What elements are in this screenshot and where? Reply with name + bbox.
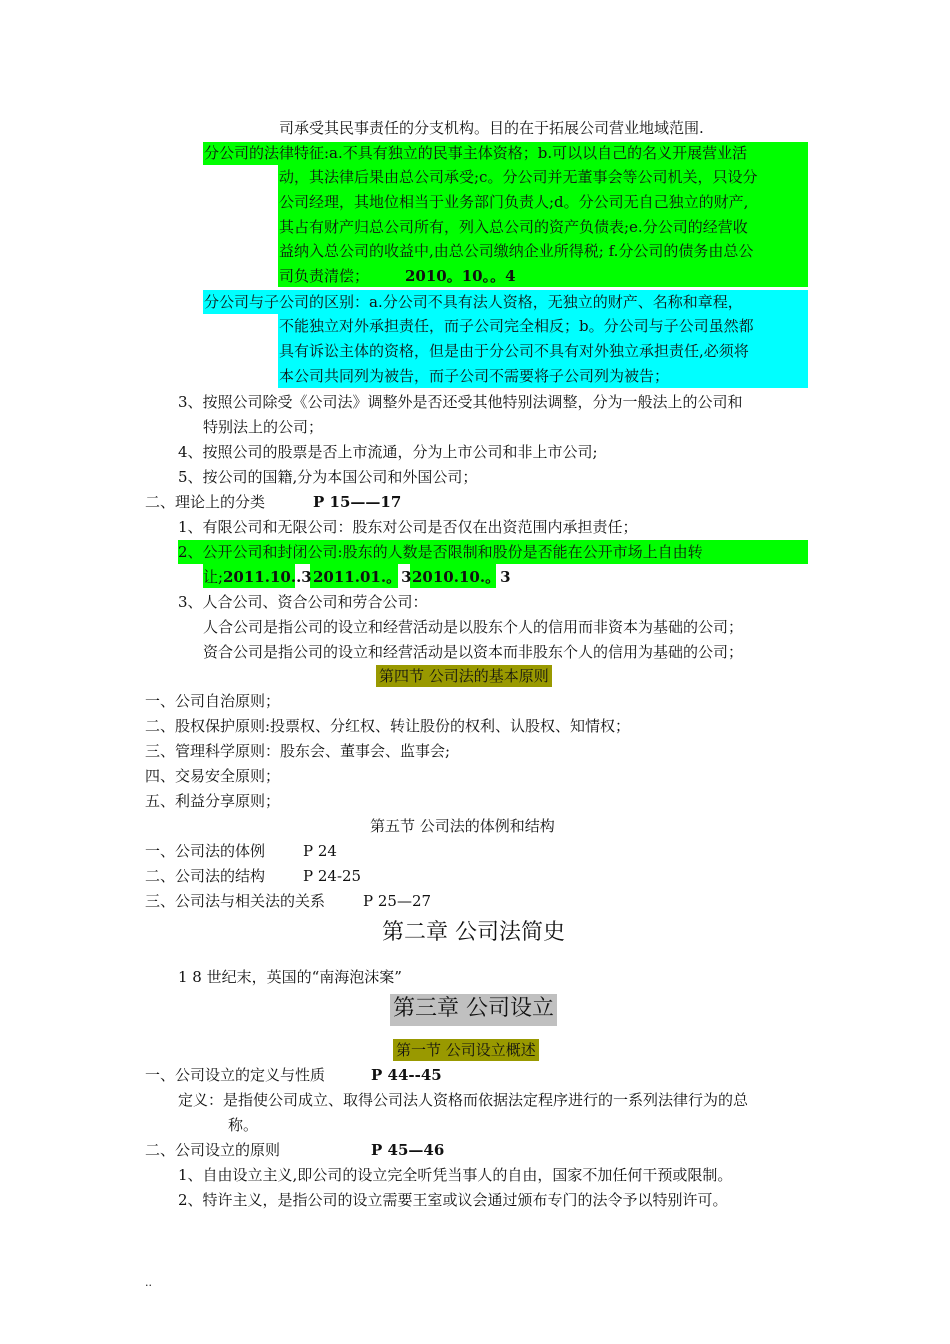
text-line: 1、自由设立主义,即公司的设立完全听凭当事人的自由，国家不加任何干预或限制。: [178, 1166, 733, 1184]
text-line: 5、按公司的国籍,分为本国公司和外国公司；: [178, 468, 478, 486]
text-line: 动，其法律后果由总公司承受;c。分公司并无董事会等公司机关，只设分: [279, 168, 758, 186]
text-line: 公司经理，其地位相当于业务部门负责人;d。分公司无自己独立的财产,: [279, 193, 749, 211]
text-line: 资合公司是指公司的设立和经营活动是以资本而非股东个人的信用为基础的公司；: [203, 643, 744, 661]
text-line: 本公司共同列为被告，而子公司不需要将子公司列为被告；: [279, 367, 670, 385]
section-title-5: 第五节 公司法的体例和结构: [370, 817, 555, 835]
text-line: 司承受其民事责任的分支机构。目的在于拓展公司营业地域范围.: [279, 119, 704, 137]
text-line: 不能独立对外承担责任，而子公司完全相反；b。分公司与子公司虽然都: [279, 317, 754, 335]
text-line: 4、按照公司的股票是否上市流通，分为上市公司和非上市公司;: [178, 443, 598, 461]
section-heading: 二、理论上的分类: [145, 493, 266, 511]
exam-date: 2011.10..3: [223, 568, 312, 586]
structure-item: 三、公司法与相关法的关系: [145, 892, 326, 910]
exam-date: 2011.01.。3: [313, 568, 412, 586]
text-line: 其占有财产归总公司所有，列入总公司的资产负债表;e.分公司的经营收: [279, 218, 748, 236]
structure-item: 二、公司法的结构: [145, 867, 266, 885]
footer-mark: ..: [145, 1276, 152, 1289]
structure-item: 一、公司法的体例: [145, 842, 266, 860]
principle-item: 一、公司自治原则；: [145, 692, 281, 710]
page-ref: P 25—27: [363, 892, 432, 910]
text-line: 司负责清偿；: [279, 267, 370, 285]
page-ref: P 15——17: [313, 493, 402, 511]
text-line: 特别法上的公司；: [203, 418, 324, 436]
chapter-3-title: 第三章 公司设立: [390, 994, 557, 1026]
principle-item: 四、交易安全原则；: [145, 767, 281, 785]
section-title-4: 第四节 公司法的基本原则: [376, 665, 552, 687]
text-line: 益纳入总公司的收益中,由总公司缴纳企业所得税; f.分公司的债务由总公: [279, 242, 754, 260]
exam-date: 2010。10。。4: [405, 267, 516, 285]
text-line: 2、特许主义，是指公司的设立需要王室或议会通过颁布专门的法令予以特别许可。: [178, 1191, 728, 1209]
section-title-3-1: 第一节 公司设立概述: [393, 1039, 539, 1061]
text-line: 3、人合公司、资合公司和劳合公司：: [178, 593, 428, 611]
text-line: 人合公司是指公司的设立和经营活动是以股东个人的信用而非资本为基础的公司；: [203, 618, 744, 636]
text-line: 定义：是指使公司成立、取得公司法人资格而依据法定程序进行的一系列法律行为的总: [178, 1091, 749, 1109]
text-line: 1、有限公司和无限公司：股东对公司是否仅在出资范围内承担责任；: [178, 518, 638, 536]
page-ref: P 44--45: [371, 1066, 442, 1084]
section-heading: 一、公司设立的定义与性质: [145, 1066, 326, 1084]
chapter-2-title: 第二章 公司法简史: [382, 920, 565, 945]
principle-item: 五、利益分享原则；: [145, 792, 281, 810]
exam-date: 2010.10.。3: [412, 568, 511, 586]
text-line: 1 8 世纪末，英国的“南海泡沫案”: [178, 968, 402, 986]
section-heading: 二、公司设立的原则: [145, 1141, 281, 1159]
text-line: 分公司的法律特征:a.不具有独立的民事主体资格；b.可以以自己的名义开展营业活: [204, 144, 748, 162]
page-ref: P 45—46: [371, 1141, 445, 1159]
text-line: 称。: [228, 1116, 259, 1134]
principle-item: 二、股权保护原则:投票权、分红权、转让股份的权利、认股权、知情权；: [145, 717, 631, 735]
text-line: 2、公开公司和封闭公司:股东的人数是否限制和股份是否能在公开市场上自由转: [178, 543, 703, 561]
text-line: 3、按照公司除受《公司法》调整外是否还受其他特别法调整，分为一般法上的公司和: [178, 393, 743, 411]
page-ref: P 24-25: [303, 867, 362, 885]
page-ref: P 24: [303, 842, 337, 860]
principle-item: 三、管理科学原则：股东会、董事会、监事会;: [145, 742, 451, 760]
text-line: 分公司与子公司的区别：a.分公司不具有法人资格，无独立的财产、名称和章程，: [204, 293, 743, 311]
text-line: 让;: [203, 568, 224, 586]
text-line: 具有诉讼主体的资格，但是由于分公司不具有对外独立承担责任,必须将: [279, 342, 749, 360]
